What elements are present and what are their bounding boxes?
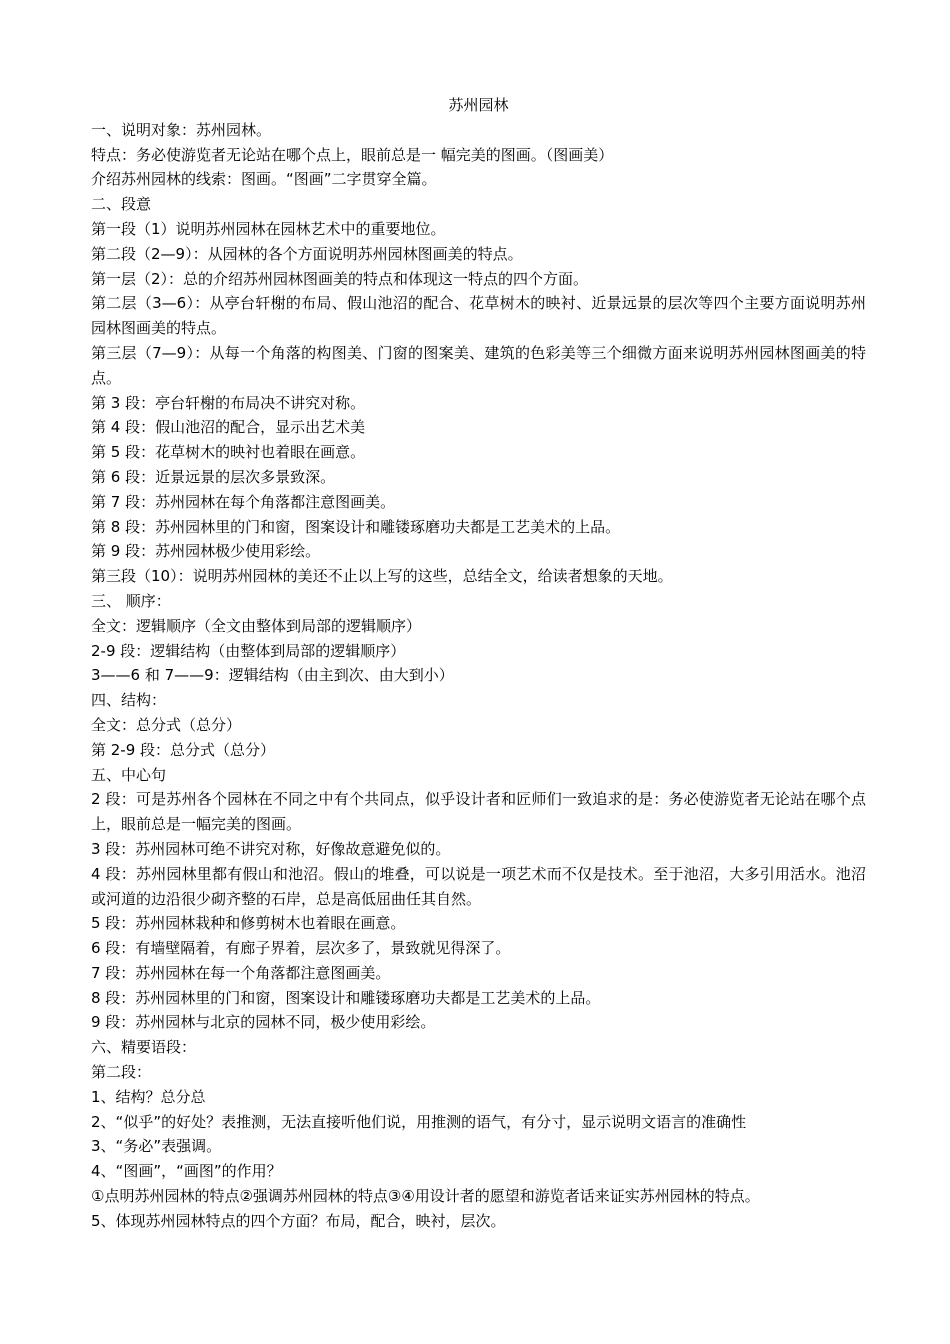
question-1: 1、结构？总分总 <box>91 1087 206 1106</box>
central-sentence-5: 5 段：苏州园林栽种和修剪树木也着眼在画意。 <box>91 914 406 933</box>
document-page <box>91 93 866 1234</box>
order-full-text: 全文：逻辑顺序（全文由整体到局部的逻辑顺序） <box>91 616 422 635</box>
layer-2: 第二层（3—6）：从亭台轩榭的布局、假山池沼的配合、花草树木的映衬、近景远景的层次等四个主要方面说明苏州园林图画美的特点。 <box>91 294 866 338</box>
segment-6: 第 6 段：近景远景的层次多景致深。 <box>91 467 336 486</box>
central-sentence-2: 2 段：可是苏州各个园林在不同之中有个共同点，似乎设计者和匠师们一致追求的是：务必使游览者无论站在哪个点上，眼前总是一幅完美的图画。 <box>91 790 866 834</box>
central-sentence-8: 8 段：苏州园林里的门和窗，图案设计和雕镂琢磨功夫都是工艺美术的上品。 <box>91 988 601 1007</box>
segment-9: 第 9 段：苏州园林极少使用彩绘。 <box>91 542 321 561</box>
section-4-heading: 四、结构： <box>91 691 167 710</box>
structure-full-text: 全文：总分式（总分） <box>91 715 242 734</box>
document-title: 苏州园林 <box>448 96 509 114</box>
section-5-heading: 五、中心句 <box>91 765 167 784</box>
section-1-heading: 一、说明对象：苏州园林。 <box>91 120 272 139</box>
question-2: 2、“似乎”的好处？表推测，无法直接听他们说，用推测的语气，有分寸，显示说明文语言的准确性 <box>91 1112 747 1131</box>
key-paragraph-label: 第二段： <box>91 1063 152 1082</box>
feature-line: 特点：务必使游览者无论站在哪个点上，眼前总是一 幅完美的图画。（图画美） <box>91 145 614 164</box>
structure-2-9: 第 2-9 段：总分式（总分） <box>91 740 276 759</box>
central-sentence-6: 6 段：有墙壁隔着，有廊子界着，层次多了，景致就见得深了。 <box>91 939 511 958</box>
order-3-6-7-9: 3——6 和 7——9：逻辑结构（由主到次、由大到小） <box>91 666 454 685</box>
central-sentence-3: 3 段：苏州园林可绝不讲究对称，好像故意避免似的。 <box>91 839 451 858</box>
central-sentence-9: 9 段：苏州园林与北京的园林不同，极少使用彩绘。 <box>91 1013 436 1032</box>
layer-3: 第三层（7—9）：从每一个角落的构图美、门窗的图案美、建筑的色彩美等三个细微方面来说明苏州园林图画美的特点。 <box>91 343 866 387</box>
segment-4: 第 4 段：假山池沼的配合，显示出艺术美 <box>91 418 366 437</box>
paragraph-meaning-3: 第三段（10）：说明苏州园林的美还不止以上写的这些，总结全文，给读者想象的天地。 <box>91 567 673 586</box>
order-2-9: 2-9 段：逻辑结构（由整体到局部的逻辑顺序） <box>91 641 406 660</box>
central-sentence-4: 4 段：苏州园林里都有假山和池沼。假山的堆叠，可以说是一项艺术而不仅是技术。至于池沼，大多引用活水。池沼或河道的边沿很少砌齐整的石岸，总是高低屈曲任其自然。 <box>91 864 866 908</box>
question-4-answer: ①点明苏州园林的特点②强调苏州园林的特点③④用设计者的愿望和游览者话来证实苏州园林的特点。 <box>91 1187 760 1206</box>
segment-7: 第 7 段：苏州园林在每个角落都注意图画美。 <box>91 492 396 511</box>
paragraph-meaning-1: 第一段（1）说明苏州园林在园林艺术中的重要地位。 <box>91 219 446 238</box>
segment-5: 第 5 段：花草树木的映衬也着眼在画意。 <box>91 443 366 462</box>
clue-line: 介绍苏州园林的线索：图画。“图画”二字贯穿全篇。 <box>91 170 437 189</box>
layer-1: 第一层（2）：总的介绍苏州园林图画美的特点和体现这一特点的四个方面。 <box>91 269 589 288</box>
section-2-heading: 二、段意 <box>91 195 152 214</box>
question-3: 3、“务必”表强调。 <box>91 1137 222 1156</box>
paragraph-meaning-2: 第二段（2—9）：从园林的各个方面说明苏州园林图画美的特点。 <box>91 244 523 263</box>
question-4: 4、“图画”，“画图”的作用？ <box>91 1162 282 1181</box>
question-5: 5、体现苏州园林特点的四个方面？布局，配合，映衬，层次。 <box>91 1211 506 1230</box>
section-6-heading: 六、精要语段： <box>91 1038 197 1057</box>
central-sentence-7: 7 段：苏州园林在每一个角落都注意图画美。 <box>91 963 391 982</box>
section-3-heading: 三、 顺序： <box>91 591 171 610</box>
segment-3: 第 3 段：亭台轩榭的布局决不讲究对称。 <box>91 393 366 412</box>
segment-8: 第 8 段：苏州园林里的门和窗，图案设计和雕镂琢磨功夫都是工艺美术的上品。 <box>91 517 621 536</box>
